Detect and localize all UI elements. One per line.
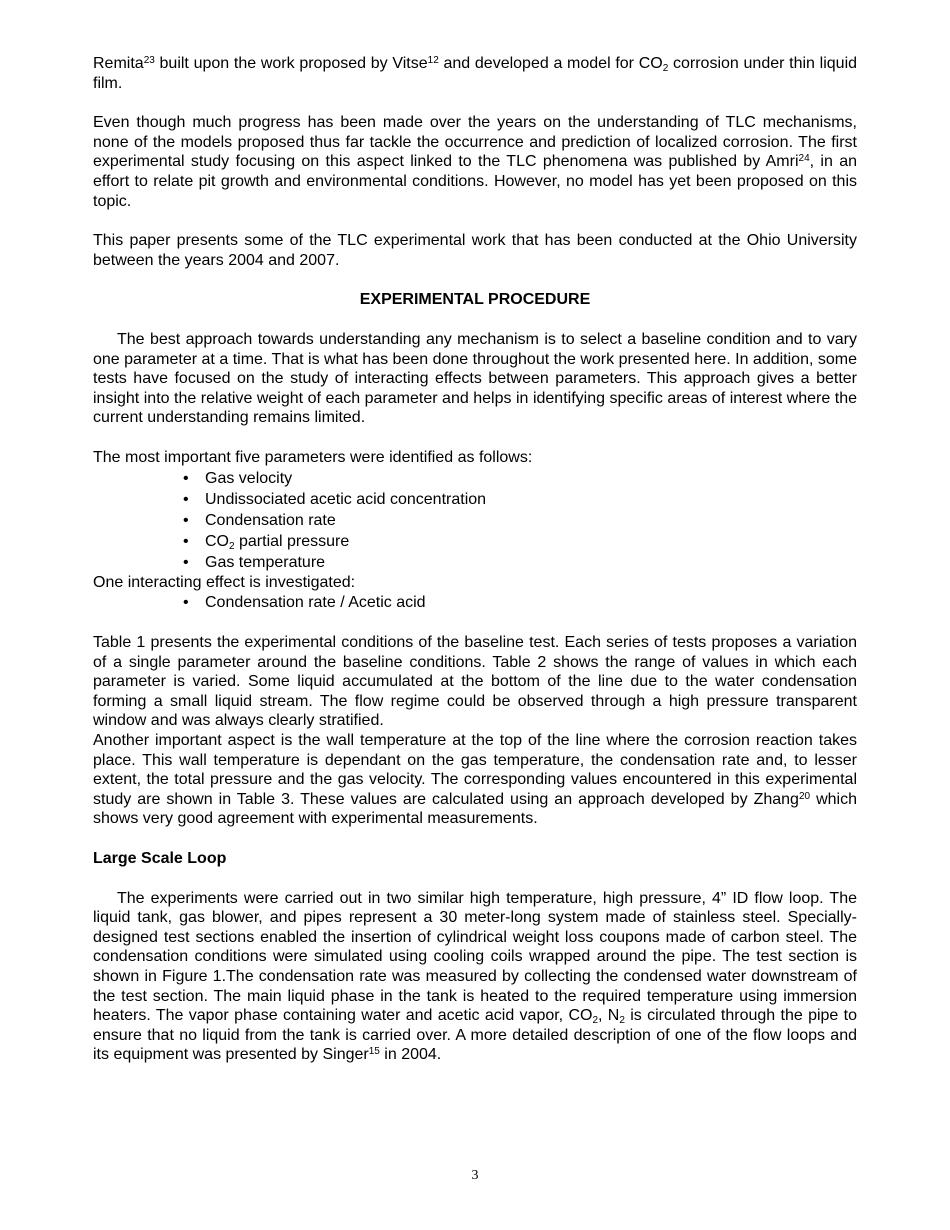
text-run: Even though much progress has been made over the years on the understanding of TLC mechanisms, none of the models proposed thus far tackle the occurrence and prediction of localized corrosion. The first experimental study focusing on this aspect linked to the TLC phenomena was published by Amri	[93, 114, 857, 171]
text-run: corrosion under thin liquid film.	[93, 55, 858, 92]
list-item	[93, 489, 857, 510]
chemical-subscript: 2	[229, 540, 235, 552]
parameters-intro: The most important five parameters were identified as follows:	[93, 448, 533, 466]
parameters-list	[93, 468, 857, 573]
list-item-label: Gas velocity	[205, 469, 293, 487]
citation-superscript: 24	[798, 153, 810, 165]
citation-superscript: 12	[427, 55, 439, 66]
list-item-label: partial pressure	[234, 532, 350, 550]
list-item-label: Undissociated acetic acid concentration	[205, 490, 487, 508]
list-item	[93, 592, 857, 613]
citation-superscript: 20	[798, 790, 811, 802]
text-run: which shows very good agreement with experimental measurements.	[93, 790, 858, 828]
bullet-icon: •	[183, 532, 189, 550]
page-number: 3	[471, 1168, 479, 1183]
list-item-label: Condensation rate / Acetic acid	[205, 594, 426, 612]
paragraph-remita	[93, 54, 857, 93]
text-run: built upon the work proposed by Vitse	[154, 55, 428, 72]
list-item-label: Condensation rate	[205, 511, 336, 529]
paragraph-table-conditions: Table 1 presents the experimental conditions of the baseline test. Each series of tests proposes a variation of a single parameter around the baseline conditions. Table 2 shows the range of values in which each parameter is varied. Some liquid accumulated at the bottom of the line due to the water condensation forming a small liquid stream. The flow regime could be observed through a high pressure transparent window and was always clearly stratified.	[93, 634, 857, 730]
list-item	[93, 552, 857, 573]
bullet-icon: •	[183, 490, 189, 508]
paragraph-approach: The best approach towards understanding any mechanism is to select a baseline condition and to vary one parameter at a time. That is what has been done throughout the work presented here. In addition, some tests have focused on the study of interacting effects between parameters. This approach gives a better insight into the relative weight of each parameter and helps in identifying specific areas of interest where the current understanding remains limited.	[93, 330, 857, 427]
paragraph-paper-scope: This paper presents some of the TLC experimental work that has been conducted at the Ohio University between the years 2004 and 2007.	[93, 232, 857, 269]
text-run: Remita	[93, 55, 144, 72]
interacting-intro: One interacting effect is investigated:	[93, 573, 356, 591]
bullet-icon: •	[183, 469, 189, 487]
text-run: and developed a model for CO	[438, 55, 663, 72]
chemical-subscript: 2	[619, 1015, 625, 1027]
text-run: is circulated through the pipe to ensure that no liquid from the tank is carried over. A more detailed description of one of the flow loops and its equipment was presented by Singer	[93, 1007, 857, 1064]
paragraph-progress	[93, 113, 857, 211]
list-item	[93, 531, 857, 552]
section-heading-experimental: EXPERIMENTAL PROCEDURE	[359, 291, 591, 309]
bullet-icon: •	[183, 553, 189, 571]
bullet-icon: •	[183, 594, 189, 612]
list-item-label: Gas temperature	[205, 553, 326, 571]
citation-superscript: 15	[368, 1046, 380, 1058]
list-item	[93, 510, 857, 531]
chemical-subscript: 2	[592, 1015, 599, 1027]
page-body	[93, 54, 857, 1065]
list-item-label: CO	[205, 532, 229, 550]
bullet-icon: •	[183, 511, 189, 529]
text-run: , N	[598, 1007, 620, 1025]
chemical-subscript: 2	[662, 63, 669, 74]
interacting-list	[93, 592, 857, 613]
text-run: The experiments were carried out in two similar high temperature, high pressure, 4” ID flow loop. The liquid tank, gas blower, and pipes represent a 30 meter-long system made of stainless steel. Specially-designed test sections enabled the insertion of cylindrical weight loss coupons made of carbon steel. The condensation conditions were simulated using cooling coils wrapped around the pipe. The test section is shown in Figure 1.The condensation rate was measured by collecting the condensed water downstream of the test section. The main liquid phase in the tank is heated to the required temperature using immersion heaters. The vapor phase containing water and acetic acid vapor, CO	[93, 889, 857, 1025]
citation-superscript: 23	[143, 55, 155, 66]
paragraph-wall-temperature	[93, 731, 857, 829]
list-item	[93, 468, 857, 489]
section-heading-large-scale-loop: Large Scale Loop	[93, 850, 227, 868]
text-run: Another important aspect is the wall temperature at the top of the line where the corrosion reaction takes place. This wall temperature is dependant on the gas temperature, the condensation rate and, to lesser extent, the total pressure and the gas velocity. The corresponding values encountered in this experimental study are shown in Table 3. These values are calculated using an approach developed by Zhang	[93, 732, 857, 808]
text-run: in 2004.	[379, 1046, 442, 1064]
text-run: , in an effort to relate pit growth and environmental conditions. However, no model has yet been proposed on this topic.	[93, 153, 858, 210]
paragraph-flow-loop	[93, 889, 857, 1065]
